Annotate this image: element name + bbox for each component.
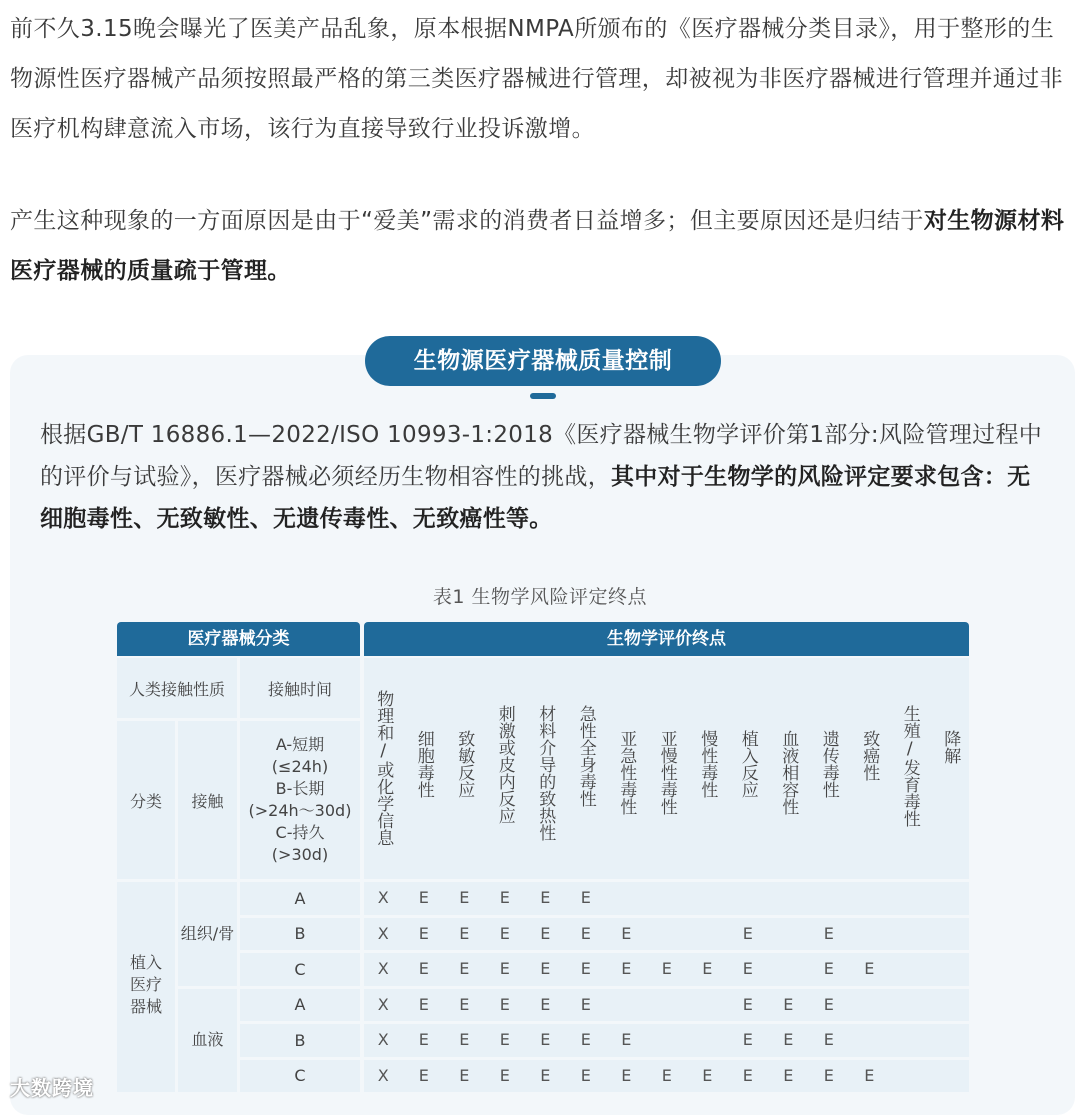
subheader-contact-nature: 人类接触性质 (128, 679, 225, 699)
time-legend (240, 734, 360, 866)
section-paragraph-emphasis: 其中对于生物学的风险评定要求包含：无细胞毒性、无致敏性、无遗传毒性、无致癌性等。 (40, 464, 1031, 532)
table-cell-mark: X (377, 959, 389, 978)
table-cell-mark: E (742, 959, 753, 978)
table-cell-mark: E (540, 1065, 551, 1085)
category-label-line: 植入 (129, 953, 162, 972)
table-cell-mark: E (418, 959, 429, 978)
table-cell-mark: E (823, 994, 834, 1014)
table-cell-mark: E (418, 994, 429, 1014)
table-cell-mark: E (540, 888, 551, 907)
table-cell-mark: E (823, 923, 834, 943)
endpoint-header: 生殖/发育毒性 (899, 705, 920, 827)
contact-type: 血液 (191, 1030, 224, 1050)
table-cell-mark: E (783, 994, 794, 1014)
endpoint-header: 亚急性毒性 (616, 730, 637, 815)
subheader-category: 分类 (129, 791, 162, 811)
table-cell-mark: E (418, 1030, 429, 1049)
table-cell-mark: E (418, 888, 429, 907)
table-cell-mark: E (499, 1030, 510, 1049)
endpoint-header: 刺激或皮内反应 (494, 705, 515, 824)
table-cell-mark: E (864, 959, 875, 978)
header-device-classification: 医疗器械分类 (117, 622, 360, 656)
endpoint-header: 致癌性 (859, 730, 880, 781)
table-cell-mark: E (418, 1065, 429, 1085)
table-cell-mark: E (459, 1030, 470, 1049)
table-cell-mark: E (540, 923, 551, 943)
watermark: 大数跨境 (10, 1076, 94, 1100)
table-cell-mark: X (377, 888, 389, 907)
table-cell-mark: E (499, 923, 510, 943)
time-legend-line: B-长期 (275, 779, 325, 798)
contact-time: C (294, 1066, 306, 1086)
section-paragraph (40, 414, 1050, 540)
subheader-contact: 接触 (191, 791, 224, 811)
table-cell-mark: E (783, 1030, 794, 1049)
table-cell-mark: E (540, 994, 551, 1014)
table-cell-mark: E (540, 959, 551, 978)
time-legend-line: (≤24h) (271, 757, 329, 776)
table-cell-mark: E (702, 1065, 713, 1085)
section-paragraph-text: 根据GB/T 16886.1—2022/ISO 10993-1:2018《医疗器械生物学评价第1部分:风险管理过程中的评价与试验》，医疗器械必须经历生物相容性的挑战， (40, 422, 1043, 490)
endpoint-header: 急性全身毒性 (575, 705, 596, 807)
table-cell-mark: E (580, 1030, 591, 1049)
table-cell-mark: X (377, 1065, 389, 1085)
table-cell-mark: E (661, 1065, 672, 1085)
table-cell-mark: E (864, 1065, 875, 1085)
contact-time: A (294, 995, 306, 1015)
table-caption: 表1 生物学风险评定终点 (432, 586, 648, 608)
intro-paragraph-2 (10, 196, 1074, 296)
contact-type: 组织/骨 (180, 923, 235, 943)
intro-paragraph-2-emphasis: 对生物源材料医疗器械的质量疏于管理。 (10, 208, 1065, 284)
category-implant-device (117, 952, 175, 1018)
contact-time: B (294, 924, 306, 944)
table-cell-mark: E (621, 959, 632, 978)
table-cell-mark: E (742, 1030, 753, 1049)
table-cell-mark: E (783, 1065, 794, 1085)
table-cell-mark: E (459, 888, 470, 907)
table-cell-mark: E (499, 1065, 510, 1085)
table-cell-mark: E (823, 1030, 834, 1049)
table-cell-mark: E (580, 994, 591, 1014)
table-cell-mark: E (823, 1065, 834, 1085)
endpoint-header: 植入反应 (737, 730, 758, 798)
table-cell-mark: E (621, 923, 632, 943)
category-label-line: 器械 (129, 997, 162, 1016)
table-cell-mark: X (377, 923, 389, 943)
table-cell-mark: E (702, 959, 713, 978)
table-cell-mark: E (661, 959, 672, 978)
table-cell-mark: E (418, 923, 429, 943)
endpoint-header: 慢性毒性 (697, 730, 718, 798)
table-cell-mark: X (377, 1030, 389, 1049)
table-cell-mark: E (742, 1065, 753, 1085)
table-cell-mark: E (540, 1030, 551, 1049)
endpoint-header: 遗传毒性 (818, 730, 839, 798)
table-cell-mark: E (580, 959, 591, 978)
contact-time: A (294, 888, 306, 908)
table-cell-mark: E (621, 1065, 632, 1085)
header-bio-endpoints: 生物学评价终点 (364, 622, 969, 656)
endpoint-header: 材料介导的致热性 (535, 705, 556, 841)
endpoint-header: 细胞毒性 (413, 730, 434, 798)
intro-paragraph-1: 前不久3.15晚会曝光了医美产品乱象，原本根据NMPA所颁布的《医疗器械分类目录》，用于整形的生物源性医疗器械产品须按照最严格的第三类医疗器械进行管理，却被视为非医疗器械进行管理并通过非医疗机构肆意流入市场，该行为直接导致行业投诉激增。 (10, 16, 1063, 142)
category-label-line: 医疗 (129, 975, 162, 994)
table-cell-mark: E (742, 994, 753, 1014)
table-cell-mark: E (459, 994, 470, 1014)
table-cell-mark: E (742, 923, 753, 943)
endpoint-header: 降解 (940, 730, 961, 764)
title-divider (530, 393, 556, 399)
contact-time: B (294, 1030, 306, 1050)
table-cell-mark: E (580, 888, 591, 907)
intro-paragraph-2-text: 产生这种现象的一方面原因是由于“爱美”需求的消费者日益增多；但主要原因还是归结于 (10, 208, 924, 234)
table-cell-mark: E (621, 1030, 632, 1049)
endpoint-header: 致敏反应 (454, 730, 475, 798)
table-cell-mark: E (823, 959, 834, 978)
endpoint-header: 亚慢性毒性 (656, 730, 677, 815)
table-cell-mark: E (459, 1065, 470, 1085)
contact-time: C (294, 959, 306, 979)
time-legend-line: (>24h～30d) (248, 801, 352, 820)
table-cell-mark: E (499, 888, 510, 907)
table-cell-mark: E (580, 923, 591, 943)
endpoint-header: 物理和/或化学信息 (373, 690, 394, 846)
time-legend-line: A-短期 (275, 735, 325, 754)
subheader-contact-time: 接触时间 (267, 679, 332, 699)
table-cell-mark: E (499, 994, 510, 1014)
table-cell-mark: X (377, 994, 389, 1014)
time-legend-line: (>30d) (271, 845, 329, 864)
table-cell-mark: E (580, 1065, 591, 1085)
endpoint-header: 血液相容性 (778, 730, 799, 815)
time-legend-line: C-持久 (275, 823, 325, 842)
section-title: 生物源医疗器械质量控制 (365, 336, 721, 386)
table-cell-mark: E (459, 923, 470, 943)
table-cell-mark: E (459, 959, 470, 978)
table-cell-mark: E (499, 959, 510, 978)
